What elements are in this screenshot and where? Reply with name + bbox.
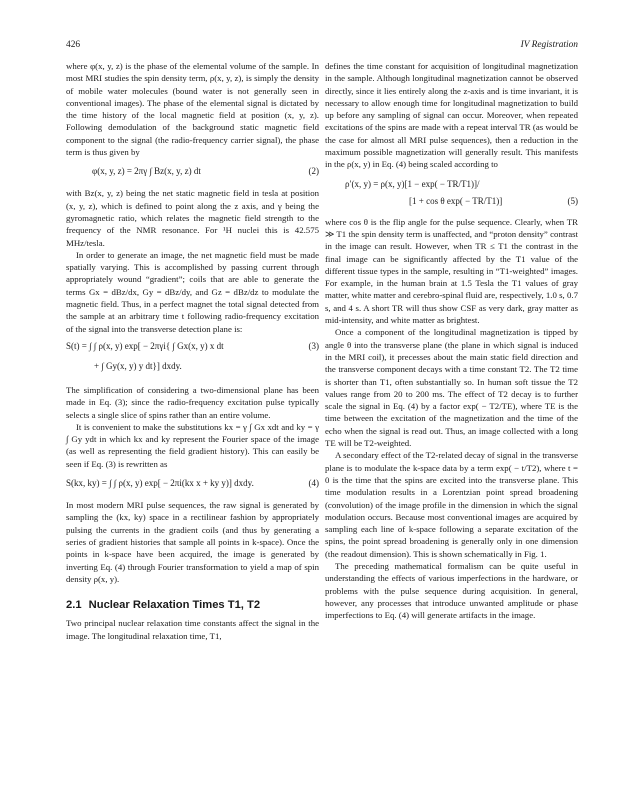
section-title: Nuclear Relaxation Times T1, T2 [88,599,261,612]
paragraph: where cos θ is the flip angle for the pulse sequence. Clearly, when TR ≫ T1 the spin density term is unaffected, and “proton density” contrast in the image can result. However, when TR ≤ T1 the contrast in the final image can be significantly affected by the T1 value of the different tissue types in the sample, resulting in “T1-weighted” images. For example, in the human brain at 1.5 Tesla the T1 values of gray matter, white matter and cerebro-spinal fluid are, respectively, 1.0 s, 0.7 s, and 4 s. A short TR will thus show CSF as very dark, gray matter as mid-intensity, and white matter as brightest. [325,216,578,326]
equation-line: + ∫ Gy(x, y) y dt}] dxdy. [94,360,182,371]
equation-line: S(t) = ∫ ∫ ρ(x, y) exp[ − 2πγi{ ∫ Gx(x, y) x dt [66,340,224,351]
section-heading [66,599,319,611]
equation-line: [1 + cos θ exp( − TR/T1)] [409,195,503,206]
paragraph: The simplification of considering a two-dimensional plane has been made in Eq. (3); since the radio-frequency excitation pulse typically selects a single slice of spins rather than an entire volume. [66,384,319,420]
paragraph: In order to generate an image, the net magnetic field must be made spatially varying. This is accomplished by passing current through appropriately wound “gradient”; coils that are able to generate the terms Gx = dBz/dx, Gy = dBz/dy, and Gz = dBz/dz to modulate the magnetic field. Thus, in a perfect magnet the total signal detected from the sample at an arbitrary time t following radio-frequency excitation of the signal into the transverse detection plane is: [66,249,319,334]
running-title: IV Registration [520,40,578,50]
right-column [325,60,578,621]
equation-line: ρ′(x, y) = ρ(x, y)[1 − exp( − TR/T1)]/ [345,178,480,189]
paragraph: It is convenient to make the substitutions kx = γ ∫ Gx xdt and ky = γ ∫ Gy ydt in which kx and ky represent the Fourier space of the image (as well as representing the field gradient history). This can easily be seen if Eq. (3) is rewritten as [66,421,319,469]
paragraph: In most modern MRI pulse sequences, the raw signal is generated by sampling the (kx, ky) space in a rectilinear fashion by appropriately pulsing the currents in the gradient coils (and thus by generating a series of gradient histories that sample all points in k-space). Once the points in k-space have been acquired, the image is generated by inverting Eq. (4) through Fourier transformation to yield a map of spin density ρ(x, y). [66,500,319,584]
equation-4 [66,473,319,495]
paragraph: where φ(x, y, z) is the phase of the elemental volume of the sample. In most MRI studies the spin density term, ρ(x, y, z), is simply the density of mobile water molecules (bound water is not generally seen in conventional images). The phase of the elemental signal is dictated by the time history of the local magnetic field at position (x, y, z). Following demodulation of the background static magnetic field component to the signal (the radio-frequency carrier signal), the phase term is thus given by [66,61,319,158]
equation-number: (2) [308,166,319,177]
equation-number: (4) [308,478,319,489]
page-number: 426 [66,40,81,50]
equation-number: (3) [308,340,319,351]
equation-3 [66,338,319,380]
equation-2 [66,161,319,183]
equation-formula: S(kx, ky) = ∫ ∫ ρ(x, y) exp[ − 2πi(kx x + ky y)] dxdy. [66,478,254,489]
equation-number: (5) [567,195,578,206]
paragraph: defines the time constant for acquisition of longitudinal magnetization in the sample. Although longitudinal magnetization cannot be observed directly, since it lies entirely along the z-axis and is time invariant, it is necessary to allow enough time for longitudinal magnetization to build up before any sampling of signal can occur. Moreover, when repeated excitations of the spins are made with a repeat interval TR (as would be the case for almost all MRI pulse sequences), then a reduction in the maximum possible magnetization will generally result. This manifests in the ρ(x, y) in Eq. (4) being scaled according to [325,61,578,170]
paragraph: The preceding mathematical formalism can be quite useful in understanding the effects of various imperfections in the hardware, or problems with the pulse sequence during acquisition. In general, however, any processes that introduce unwanted amplitude or phase imperfections to Eq. (4) will generate artifacts in the image. [325,560,578,621]
paragraph: Two principal nuclear relaxation time constants affect the signal in the image. The longitudinal relaxation time, T1, [66,618,319,641]
equation-formula: φ(x, y, z) = 2πγ ∫ Bz(x, y, z) dt [92,166,201,177]
paragraph: A secondary effect of the T2-related decay of signal in the transverse plane is to modulate the k-space data by a term exp( − t/T2), where t = 0 is the time that the spins are excited into the transverse plane. This time modulation results in a Lorentzian point spread broadening (convolution) of the image profile in the dimension in which the signal modulation occurs. Because most conventional images are acquired by sampling each line of k-space following a separate excitation of the spins, the point spread broadening is generally only in one dimension (the readout dimension). This is shown schematically in Fig. 1. [325,450,578,559]
equation-5 [325,174,578,212]
left-column [66,60,319,642]
paragraph: with Bz(x, y, z) being the net static magnetic field in tesla at position (x, y, z), which is defined to point along the z axis, and γ being the gyromagnetic ratio, which relates the magnetic field strength to the frequency of the NMR resonance. For ¹H nuclei this is 42.575 MHz/tesla. [66,188,319,248]
section-number: 2.1 [66,599,82,612]
paragraph: Once a component of the longitudinal magnetization is tipped by angle θ into the transverse plane (the plane in which signal is induced in the MRI coil), it precesses about the main static field direction and the transverse component decays with a time constant T2. The T2 time is shorter than T1, often substantially so. In human soft tissue the T2 values range from 20 to 200 ms. The effect of T2 decay is to further scale the signal in Eq. (4) by a factor exp( − T2/TE), where TE is the time between the excitation of the magnetization and the time of the echo when the signal is read out. Thus, an image collected with a long TE will be T2-weighted. [325,327,578,449]
